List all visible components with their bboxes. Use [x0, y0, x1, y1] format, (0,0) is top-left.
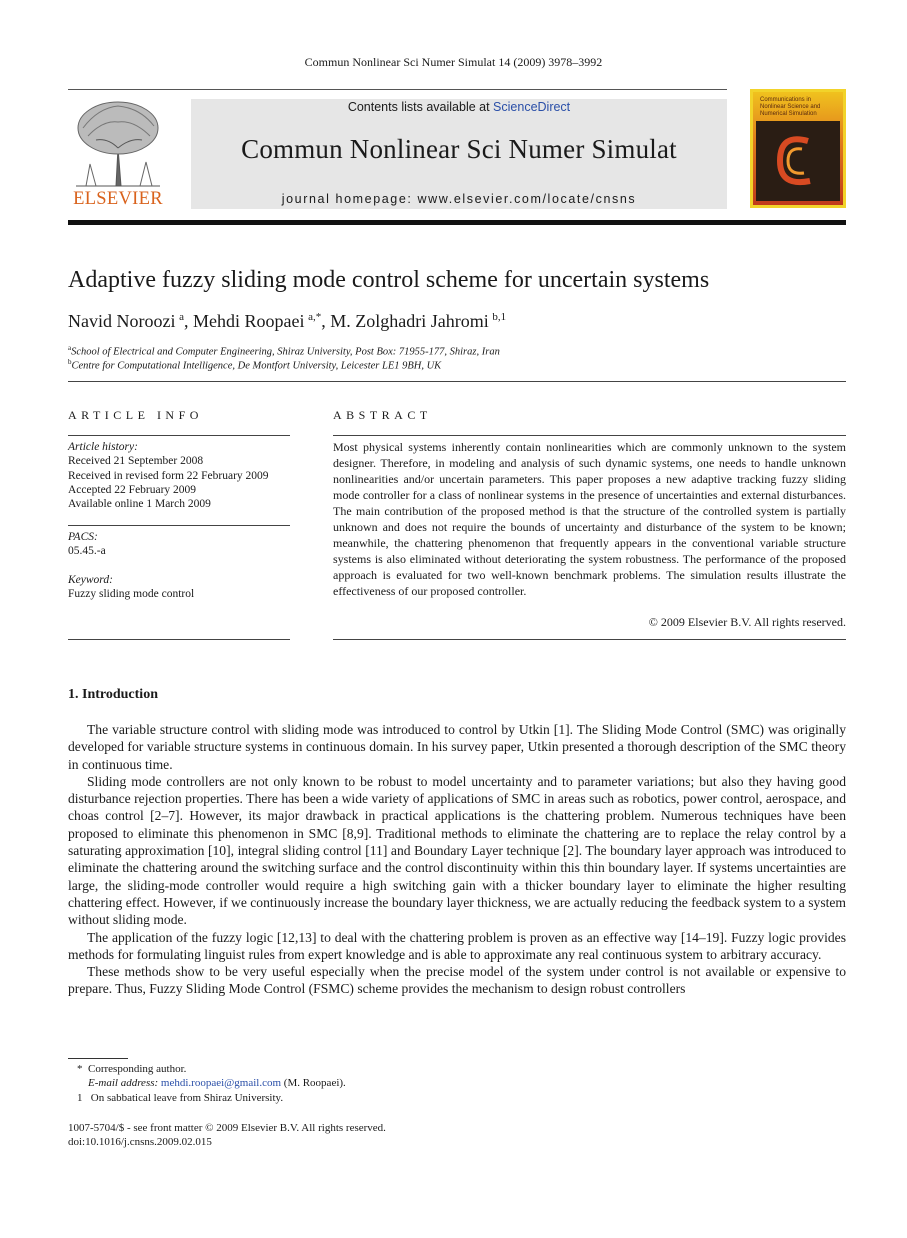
footnote-sabbatical	[77, 1092, 283, 1104]
author-affil-mark[interactable]: b,1	[492, 311, 507, 323]
journal-title: Commun Nonlinear Sci Numer Simulat	[241, 134, 677, 164]
affiliation	[68, 344, 500, 358]
affiliation-mark: b	[68, 358, 72, 366]
contents-available	[191, 100, 727, 114]
header-top-rule	[68, 89, 727, 90]
article-info-rule	[68, 435, 290, 436]
author-name: Mehdi Roopaei	[192, 311, 305, 331]
author-name: M. Zolghadri Jahromi	[330, 311, 489, 331]
pacs-code: 05.45.-a	[68, 545, 106, 558]
publisher-wordmark: ELSEVIER	[73, 189, 163, 209]
pacs-label: PACS:	[68, 531, 98, 543]
cover-title-line: Numerical Simulation	[760, 111, 817, 117]
history-item: Available online 1 March 2009	[68, 498, 211, 511]
history-item: Received in revised form 22 February 2009	[68, 469, 269, 482]
author-name: Navid Noroozi	[68, 311, 176, 331]
author-affil-mark: a	[179, 311, 184, 323]
history-item: Accepted 22 February 2009	[68, 483, 197, 496]
article-title: Adaptive fuzzy sliding mode control scheme for uncertain systems	[68, 267, 710, 293]
email-suffix: (M. Roopaei).	[283, 1077, 346, 1089]
footnote-mark: *	[77, 1063, 83, 1075]
introduction-heading: 1. Introduction	[68, 687, 158, 702]
cover-title	[760, 97, 840, 118]
article-info-rule	[68, 639, 290, 640]
journal-homepage[interactable]: journal homepage: www.elsevier.com/locate/cnsns	[281, 192, 637, 206]
abstract-heading: ABSTRACT	[333, 408, 432, 422]
paragraph: These methods show to be very useful especially when the precise model of the system under control is not available or expensive to prepare. Thus, Fuzzy Sliding Mode Control (FSMC) scheme provides the mechanism to design robust controllers	[68, 964, 846, 997]
paragraph: The application of the fuzzy logic [12,13] to deal with the chattering problem is proven as an effective way [14–19]. Fuzzy logic provides methods for formulating linguist rules from expert knowledge and is able to approximate any real continuous system to arbitrary accuracy.	[68, 929, 846, 962]
running-head: Commun Nonlinear Sci Numer Simulat 14 (2009) 3978–3992	[304, 55, 603, 69]
abstract-rule	[333, 639, 846, 640]
email-link[interactable]: mehdi.roopaei@gmail.com	[160, 1077, 282, 1089]
article-info-rule	[68, 525, 290, 526]
footnote-email	[88, 1077, 346, 1089]
sciencedirect-link[interactable]: ScienceDirect	[493, 100, 571, 114]
history-label: Article history:	[68, 441, 138, 453]
keyword-label: Keyword:	[68, 574, 113, 586]
cover-title-line: Communications in	[760, 97, 812, 103]
contents-prefix: Contents lists available at	[347, 100, 494, 114]
paragraph: The variable structure control with sliding mode was introduced to control by Utkin [1]. The Sliding Mode Control (SMC) was originally developed for variable structure systems in continuous domain. In his survey paper, Utkin presented a thorough description of the SMC theory in continuous time.	[68, 722, 846, 772]
affiliation	[68, 358, 441, 372]
issn-line: 1007-5704/$ - see front matter © 2009 Elsevier B.V. All rights reserved.	[68, 1122, 386, 1134]
footnote-text: On sabbatical leave from Shiraz University.	[90, 1092, 284, 1104]
footnote-rule	[68, 1058, 128, 1059]
header-thick-rule	[68, 220, 846, 225]
abstract-copyright: © 2009 Elsevier B.V. All rights reserved.	[648, 615, 846, 629]
keyword-block	[68, 573, 194, 602]
affiliation-text: Centre for Computational Intelligence, De Montfort University, Leicester LE1 9BH, UK	[71, 360, 442, 372]
keyword: Fuzzy sliding mode control	[68, 588, 195, 601]
footnote-text: Corresponding author.	[88, 1063, 187, 1075]
email-label: E-mail address:	[88, 1077, 159, 1089]
author-list: Navid Noroozi $^a$, Mehdi Roopaei $^{a,*}$, M. Zolghadri Jahromi $^{b,1}$	[68, 311, 507, 331]
introduction-body	[68, 721, 846, 998]
doi-line[interactable]: doi:10.1016/j.cnsns.2009.02.015	[68, 1136, 212, 1148]
article-info-heading: ARTICLE INFO	[68, 408, 203, 422]
abstract-rule	[333, 435, 846, 436]
footnote-corresponding	[77, 1063, 186, 1075]
footnote-mark: 1	[77, 1092, 83, 1104]
section-divider	[68, 381, 846, 382]
affiliation-text: School of Electrical and Computer Engineering, Shiraz University, Post Box: 71955-177, Shiraz, Iran	[71, 346, 500, 358]
author-affil-mark[interactable]: a,*	[308, 311, 322, 323]
article-history	[68, 440, 269, 511]
affiliation-mark: a	[68, 344, 72, 352]
paragraph: Sliding mode controllers are not only known to be robust to model uncertainty and to parameter variations; but also they having good disturbance rejection properties. There has been a wide variety of applications of SMC in areas such as robotics, power control, aerospace, and choas control [2–7]. However, its major drawback in practical applications is the chattering problem. Numerous techniques have been proposed to eliminate this phenomenon in SMC [8,9]. Traditional methods to eliminate the chattering are to replace the relay control by a saturating approximation [10], integral sliding control [11] and Boundary Layer technique [2]. The boundary layer approach was introduced to eliminate the chattering around the switching surface and the control discontinuity within this thin boundary layer. If systems uncertainties are large, the sliding-mode controller would require a high switching gain with a thicker boundary layer to eliminate the higher resulting chattering effect. However, if we continuously increase the boundary layer thickness, we are actually reducing the feedback system to a system without sliding mode.	[68, 773, 846, 928]
cover-title-line: Nonlinear Science and	[760, 104, 821, 110]
abstract-text: Most physical systems inherently contain nonlinearities which are commonly unknown to the system designer. Therefore, in modeling and analysis of such dynamic systems, one needs to handle unknown nonlinearities and/or uncertain parameters. This paper proposes a new adaptive tracking fuzzy sliding mode controller for a class of nonlinear systems in the presence of uncertainties and external disturbances. The main contribution of the proposed method is that the structure of the controlled system is partially unknown and does not require the bounds of uncertainty and disturbance of the system to be known; meanwhile, the chattering phenomenon that frequently appears in the conventional variable structure systems is also eliminated without deteriorating the system robustness. The performance of the proposed approach is evaluated for two well-known benchmark problems. The simulation results illustrate the effectiveness of our proposed controller.	[333, 440, 846, 598]
pacs-block	[68, 530, 106, 559]
history-item: Received 21 September 2008	[68, 455, 204, 468]
